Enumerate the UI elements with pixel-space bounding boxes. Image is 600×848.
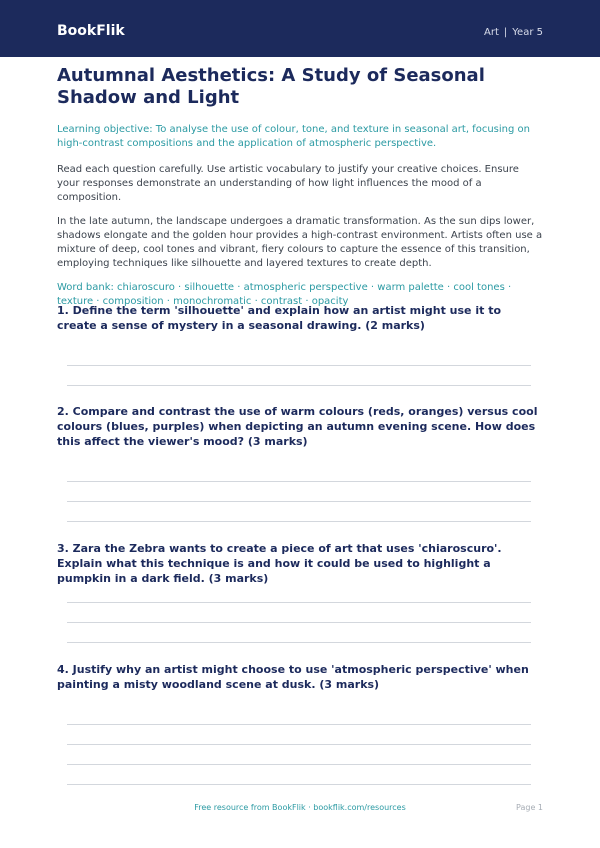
- answer-line[interactable]: [67, 365, 531, 366]
- question-4: 4. Justify why an artist might choose to use 'atmospheric perspective' when painting a misty woodland scene at dusk. (3 marks): [57, 663, 529, 691]
- answer-line[interactable]: [67, 501, 531, 502]
- subject-year-label: [484, 26, 543, 40]
- header-separator: |: [503, 27, 508, 38]
- instructions-text: Read each question carefully. Use artistic vocabulary to justify your creative choices. Ensure your responses demonstrate an understanding of how light influences the mood of a composition.: [57, 164, 519, 203]
- answer-line[interactable]: [67, 481, 531, 482]
- answer-line[interactable]: [67, 764, 531, 765]
- year-label: Year 5: [512, 27, 543, 38]
- question-1: 1. Define the term 'silhouette' and explain how an artist might use it to create a sense of mystery in a seasonal drawing. (2 marks): [57, 304, 502, 332]
- learning-objective: Learning objective: To analyse the use of colour, tone, and texture in seasonal art, focusing on high-contrast compositions and the application of atmospheric perspective.: [57, 124, 530, 149]
- answer-line[interactable]: [67, 724, 531, 725]
- question-2: 2. Compare and contrast the use of warm colours (reds, oranges) versus cool colours (blues, purples) when depicting an autumn evening scene. How does this affect the viewer's mood? (3 marks): [57, 405, 538, 448]
- page-header: [0, 0, 600, 57]
- subject-label: Art: [484, 27, 499, 38]
- answer-line[interactable]: [67, 744, 531, 745]
- context-text: In the late autumn, the landscape undergoes a dramatic transformation. As the sun dips lower, shadows elongate and the golden hour provides a high-contrast environment. Artists often use a mixture of deep, cool tones and vibrant, fiery colours to capture the essence of this transition, employing techniques like silhouette and layered textures to create depth.: [57, 216, 543, 269]
- answer-line[interactable]: [67, 622, 531, 623]
- word-bank: Word bank: chiaroscuro · silhouette · atmospheric perspective · warm palette · cool tones · texture · composition · monochromatic · contrast · opacity: [57, 282, 512, 307]
- worksheet-intro: [57, 65, 543, 309]
- answer-line[interactable]: [67, 521, 531, 522]
- footer-resource-link[interactable]: Free resource from BookFlik · bookflik.com/resources: [194, 803, 406, 812]
- answer-line[interactable]: [67, 642, 531, 643]
- answer-line[interactable]: [67, 385, 531, 386]
- page-number: Page 1: [516, 803, 543, 812]
- page-title: Autumnal Aesthetics: A Study of Seasonal Shadow and Light: [57, 65, 485, 108]
- brand-logo: BookFlik: [57, 23, 125, 39]
- answer-line[interactable]: [67, 602, 531, 603]
- question-3: 3. Zara the Zebra wants to create a piece of art that uses 'chiaroscuro'. Explain what this technique is and how it could be used to highlight a pumpkin in a dark field. (3 marks): [57, 542, 502, 585]
- answer-line[interactable]: [67, 784, 531, 785]
